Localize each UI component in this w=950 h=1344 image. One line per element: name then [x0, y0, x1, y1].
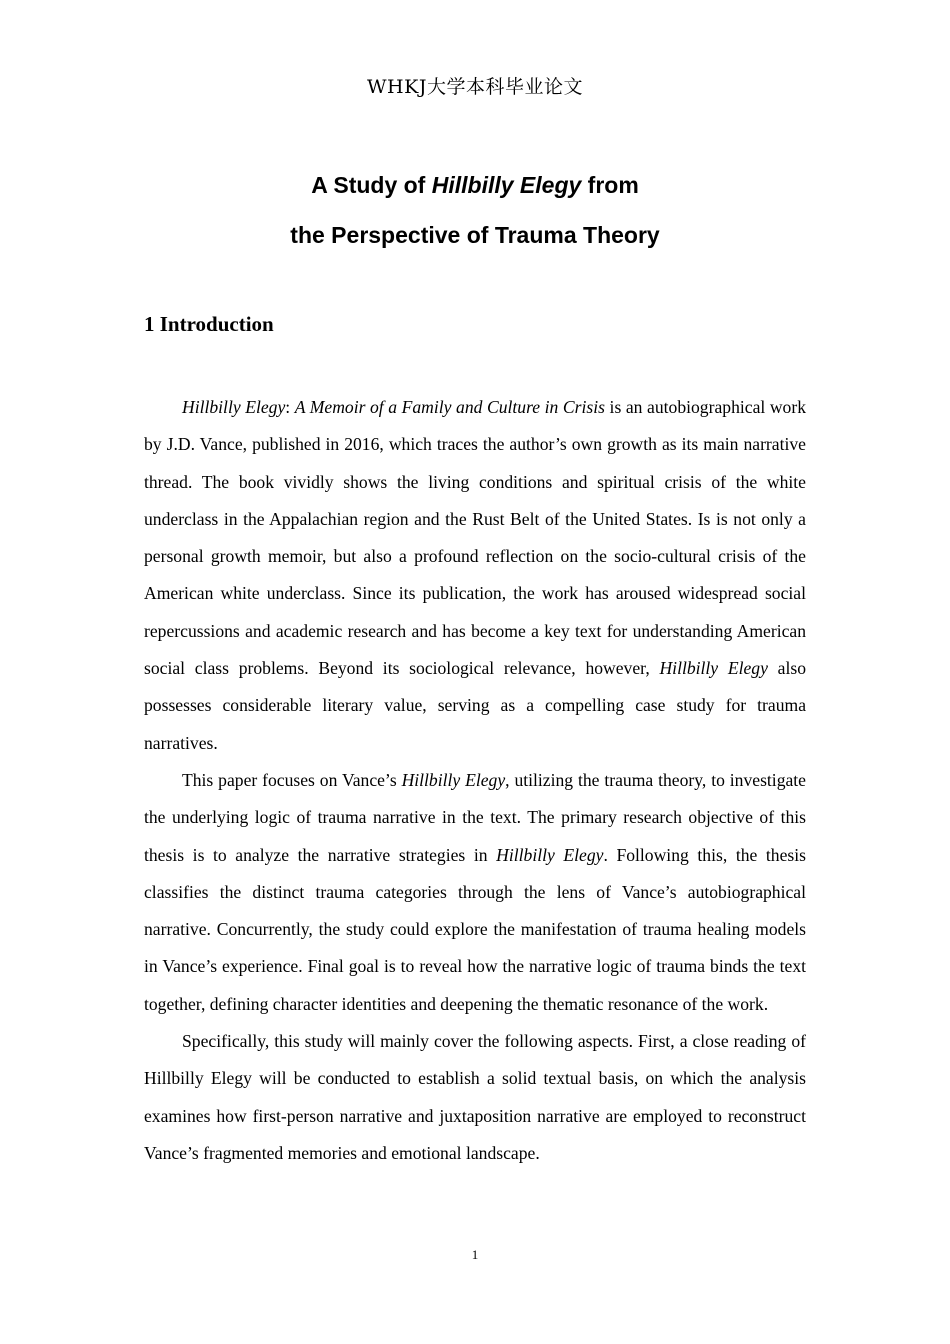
page-number: 1	[471, 1247, 479, 1262]
body-text	[144, 389, 806, 1172]
section-heading: 1 Introduction	[144, 312, 274, 336]
title-line-1	[0, 160, 950, 210]
paragraph-1-segment-0: Hillbilly Elegy	[182, 397, 286, 417]
title-line-1-suffix: from	[581, 172, 639, 198]
paragraph-1	[144, 389, 806, 762]
paragraph-2-segment-4: . Following this, the thesis classifies the distinct trauma categories through the lens of Vance’s autobiographical narrative. Concurrently, the study could explore the manifestation of trauma healing models in Vance’s experience. Final goal is to reveal how the narrative logic of trauma binds the text together, defining character identities and deepening the thematic resonance of the work.	[144, 844, 806, 1014]
title-book-name: Hillbilly Elegy	[431, 172, 582, 198]
paragraph-1-segment-5: also possesses considerable literary value, serving as a compelling case study for trauma narratives.	[144, 658, 806, 753]
title-line-1-prefix: A Study of	[311, 172, 432, 198]
paragraph-2-segment-3: Hillbilly Elegy	[496, 844, 604, 865]
paragraph-3-segment-0: Specifically, this study will mainly cover the following aspects. First, a close reading of Hillbilly Elegy will be conducted to establish a solid textual basis, on which the analysis examines how first-person narrative and juxtaposition narrative are employed to reconstruct Vance’s fragmented memories and emotional landscape.	[144, 1031, 806, 1163]
paragraph-2	[144, 762, 806, 1023]
paragraph-3	[144, 1023, 806, 1172]
running-header: WHKJ大学本科毕业论文	[367, 76, 583, 98]
paragraph-2-segment-2: , utilizing the trauma theory, to investigate the underlying logic of trauma narrative in the text. The primary research objective of this thesis is to analyze the narrative strategies in	[144, 769, 806, 865]
paragraph-1-segment-3: is an autobiographical work by J.D. Vance, published in 2016, which traces the author’s own growth as its main narrative thread. The book vividly shows the living conditions and spiritual crisis of the white underclass in the Appalachian region and the Rust Belt of the United States. Is is not only a personal growth memoir, but also a profound reflection on the socio-cultural crisis of the American white underclass. Since its publication, the work has aroused widespread social repercussions and academic research and has become a key text for understanding American social class problems. Beyond its sociological relevance, however,	[144, 397, 806, 679]
title-line-2: the Perspective of Trauma Theory	[290, 222, 660, 248]
paragraph-1-segment-2: A Memoir of a Family and Culture in Crisis	[294, 397, 605, 417]
paragraph-1-segment-4: Hillbilly Elegy	[659, 658, 768, 679]
paragraph-1-segment-1: :	[285, 397, 295, 417]
paragraph-2-segment-1: Hillbilly Elegy	[401, 769, 506, 790]
paragraph-2-segment-0: This paper focuses on Vance’s	[182, 769, 402, 790]
paper-title	[0, 160, 950, 260]
